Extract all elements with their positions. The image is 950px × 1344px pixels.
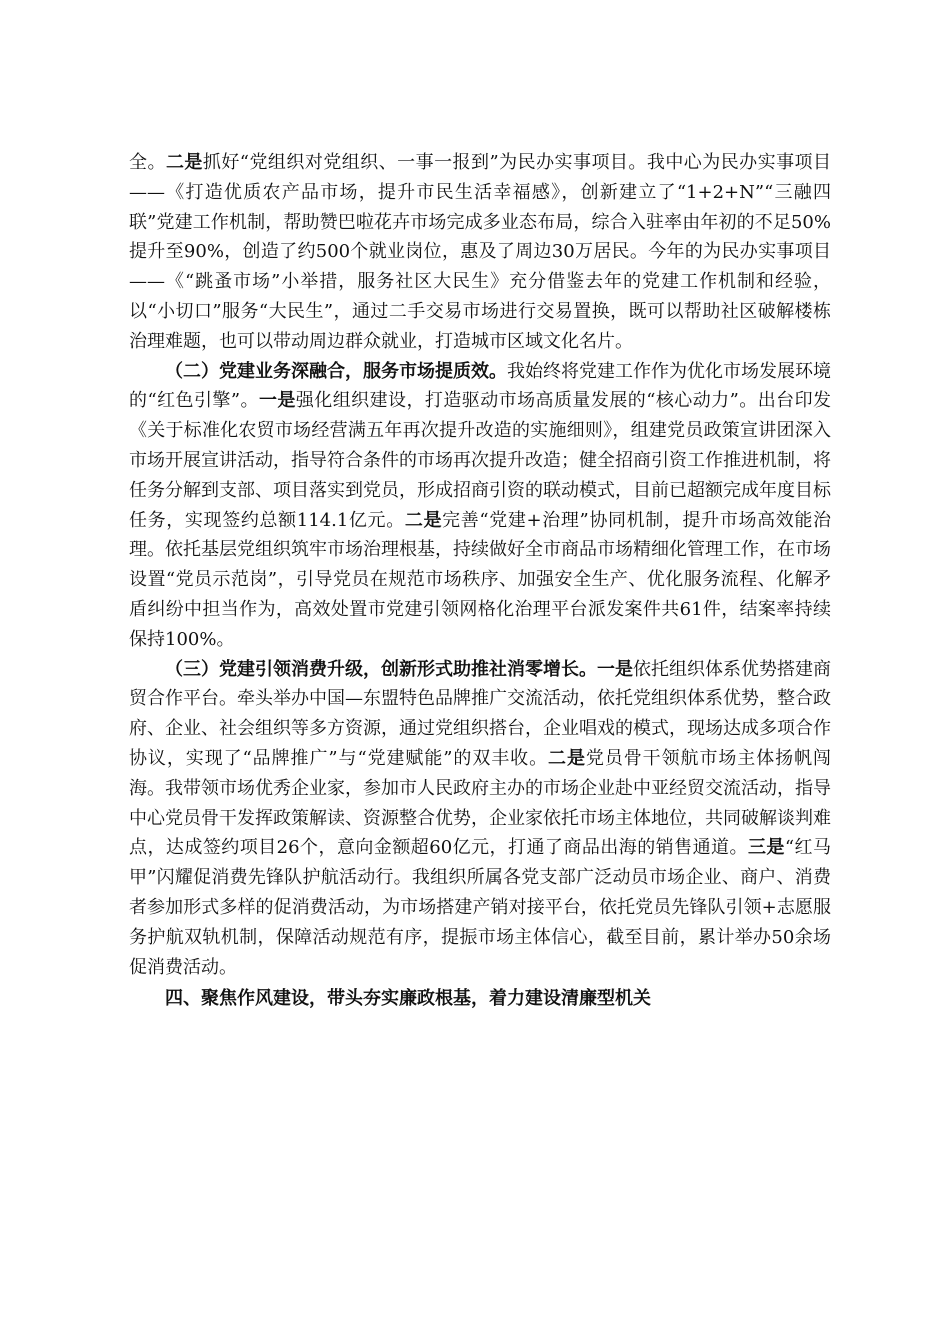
bold-run: 一是 xyxy=(597,658,633,680)
section-heading-4: 四、聚焦作风建设，带头夯实廉政根基，着力建设清廉型机关 xyxy=(165,988,651,1010)
bold-run: 三是 xyxy=(747,837,785,859)
text-run: 抓好“党组织对党组织、一事一报到”为民办实事项目。我中心为民办实事项目——《打造优质农产品市场，提升市民生活幸福感》，创新建立了“1+2+N”“三融四联”党建工作机制，帮助赞巴啦花卉市场完成多业态布局，综合入驻率由年初的不足50%提升至90%，创造了约500个就业岗位，惠及了周边30万居民。今年的为民办实事项目——《“跳蚤市场”小举措，服务社区大民生》充分借鉴去年的党建工作机制和经验，以“小切口”服务“大民生”，通过二手交易市场进行交易置换，既可以帮助社区破解楼栋治理难题，也可以带动周边群众就业，打造城市区域文化名片。 xyxy=(129,152,832,352)
bold-run: 二是 xyxy=(165,152,203,173)
paragraph-2 xyxy=(129,357,831,655)
bold-run: 二是 xyxy=(404,509,443,531)
bold-run: 一是 xyxy=(258,390,296,412)
paragraph-1 xyxy=(129,148,831,357)
text-run: 依托组织体系优势搭建商贸合作平台。牵头举办中国—东盟特色品牌推广交流活动，依托党组织体系优势，整合政府、企业、社会组织等多方资源，通过党组织搭台，企业唱戏的模式，现场达成多项合作协议，实现了“品牌推广”与“党建赋能”的双丰收。 xyxy=(129,658,831,769)
text-run: 党员骨干领航市场主体扬帆闯海。我带领市场优秀企业家，参加市人民政府主办的市场企业赴中亚经贸交流活动，指导中心党员骨干发挥政策解读、资源整合优势，企业家依托市场主体地位，共同破解谈判难点，达成签约项目26个，意向金额超60亿元，打通了商品出海的销售通道。 xyxy=(129,747,832,859)
text-run: 我始终将党建工作作为优化市场发展环境的“红色引擎”。 xyxy=(129,360,831,412)
paragraph-3 xyxy=(129,655,831,983)
document-body xyxy=(129,148,831,1014)
section-heading-2: （二）党建业务深融合，服务市场提质效。 xyxy=(165,360,507,382)
text-run: 全。 xyxy=(129,152,166,173)
bold-run: 二是 xyxy=(548,747,586,769)
text-run: “红马甲”闪耀促消费先锋队护航活动行。我组织所属各党支部广泛动员市场企业、商户、消费者参加形式多样的促消费活动，为市场搭建产销对接平台，依托党员先锋队引领+志愿服务护航双轨机制，保障活动规范有序，提振市场主体信心，截至目前，累计举办50余场促消费活动。 xyxy=(129,837,832,978)
section-heading-3: （三）党建引领消费升级，创新形式助推社消零增长。 xyxy=(165,658,597,680)
text-run: 强化组织建设，打造驱动市场高质量发展的“核心动力”。出台印发《关于标准化农贸市场经营满五年再次提升改造的实施细则》，组建党员政策宣讲团深入市场开展宣讲活动，指导符合条件的市场再次提升改造；健全招商引资工作推进机制，将任务分解到支部、项目落实到党员，形成招商引资的联动模式，目前已超额完成年度目标任务，实现签约总额114.1亿元。 xyxy=(129,390,832,531)
text-run: 完善“党建+治理”协同机制，提升市场高效能治理。依托基层党组织筑牢市场治理根基，持续做好全市商品市场精细化管理工作，在市场设置“党员示范岗”，引导党员在规范市场秩序、加强安全生产、优化服务流程、化解矛盾纠纷中担当作为，高效处置市党建引领网格化治理平台派发案件共61件，结案率持续保持100%。 xyxy=(129,509,832,650)
